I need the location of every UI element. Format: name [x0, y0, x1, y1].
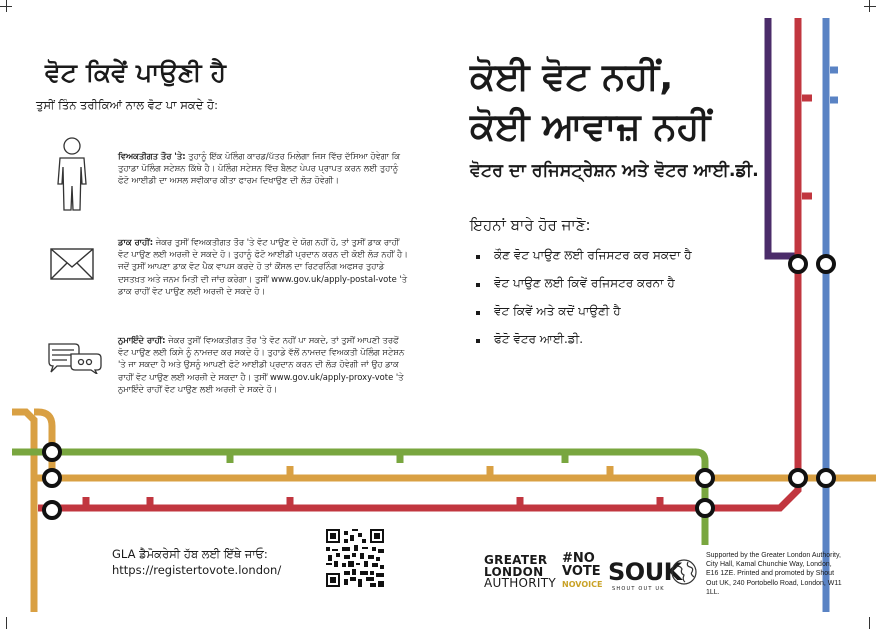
purple-line — [768, 18, 798, 256]
method-by-post — [118, 236, 408, 297]
novote-line: VOTE — [562, 564, 601, 579]
method-heading: ਵਿਅਕਤੀਗਤ ਤੌਰ 'ਤੇ: — [118, 151, 186, 161]
topic-label: ਕੌਣ ਵੋਟ ਪਾਉਣ ਲਈ ਰਜਿਸਟਰ ਕਰ ਸਕਦਾ ਹੈ — [494, 248, 692, 262]
supported-by-text: Supported by the Greater London Authority, City Hall, Kamal Chunchie Way, London, E16 1ZE. Printed and promoted by Shout Out UK, 240 Portobello Road, London, W11 1LL. — [706, 552, 842, 596]
crop-mark — [6, 617, 7, 629]
topic-item — [474, 332, 692, 360]
souk-logo: SOUK — [608, 558, 682, 586]
headline-line-2: ਕੋਈ ਆਵਾਜ਼ ਨਹੀਂ — [470, 105, 711, 148]
crop-mark — [0, 6, 12, 7]
method-by-proxy — [118, 334, 408, 395]
topic-item — [474, 276, 692, 304]
novote-line: #NO — [562, 551, 595, 566]
blue-line — [826, 18, 838, 612]
how-to-vote-title: ਵੋਟ ਕਿਵੇਂ ਪਾਉਣੀ ਹੈ — [45, 58, 227, 87]
topic-item — [474, 248, 692, 276]
learn-more-label: ਇਹਨਾਂ ਬਾਰੇ ਹੋਰ ਜਾਣੋ: — [470, 216, 591, 234]
democracy-hub-visit — [112, 546, 281, 578]
topics-list — [474, 248, 692, 360]
headline-line-1: ਕੋਈ ਵੋਟ ਨਹੀਂ, — [470, 55, 674, 98]
gla-logo — [484, 555, 556, 590]
no-vote-no-voice-logo — [562, 551, 603, 591]
topic-label: ਵੋਟ ਕਿਵੇਂ ਅਤੇ ਕਦੋਂ ਪਾਉਣੀ ਹੈ — [494, 304, 621, 318]
gla-logo-line: LONDON — [484, 564, 544, 579]
souk-tagline: SHOUT OUT UK — [612, 586, 665, 592]
how-to-vote-intro: ਤੁਸੀਂ ਤਿੰਨ ਤਰੀਕਿਆਂ ਨਾਲ ਵੋਟ ਪਾ ਸਕਦੇ ਹੋ: — [36, 98, 218, 112]
method-in-person — [118, 150, 408, 187]
bullet-icon — [476, 255, 480, 259]
envelope-icon — [50, 248, 94, 280]
topic-label: ਵੋਟ ਪਾਉਣ ਲਈ ਕਿਵੇਂ ਰਜਿਸਟਰ ਕਰਨਾ ਹੈ — [494, 276, 675, 290]
headline-title — [470, 52, 710, 152]
gla-logo-line: GREATER — [484, 553, 548, 567]
visit-url[interactable]: https://registertovote.london/ — [112, 563, 282, 577]
topic-label: ਫੋਟੋ ਵੋਟਰ ਆਈ.ਡੀ. — [494, 332, 584, 346]
person-icon — [52, 136, 92, 212]
gla-logo-line: AUTHORITY — [484, 576, 557, 590]
method-heading: ਨੁਮਾਇੰਦੇ ਰਾਹੀਂ: — [118, 335, 166, 345]
qr-code-icon[interactable] — [326, 529, 384, 587]
method-text: ਜੇਕਰ ਤੁਸੀਂ ਵਿਅਕਤੀਗਤ ਤੌਰ 'ਤੇ ਵੋਟ ਨਹੀਂ ਪਾ ਸਕਦੇ, ਤਾਂ ਤੁਸੀਂ ਆਪਣੀ ਤਰਫੋਂ ਵੋਟ ਪਾਉਣ ਲਈ ਕਿਸੇ ਨੂੰ ਨਾਮਜ਼ਦ ਕਰ ਸਕਦੇ ਹੋ। ਤੁਹਾਡੇ ਵੱਲੋਂ ਨਾਮਜ਼ਦ ਵਿਅਕਤੀ ਪੋਲਿੰਗ ਸਟੇਸ਼ਨ 'ਤੇ ਜਾ ਸਕਦਾ ਹੈ ਅਤੇ ਉਸਨੂੰ ਆਪਣੀ ਫੋਟੋ ਆਈਡੀ ਪ੍ਰਦਾਨ ਕਰਨ ਦੀ ਲੋੜ ਹੋਵੇਗੀ ਜਾਂ ਉਹ ਡਾਕ ਰਾਹੀਂ ਵੋਟ ਪਾਉਣ ਲਈ ਅਰਜ਼ੀ ਦੇ ਸਕਦਾ ਹੈ। ਤੁਸੀਂ www.gov.uk/apply-proxy-vote 'ਤੇ ਨੁਮਾਇੰਦੇ ਰਾਹੀਂ ਵੋਟ ਪਾਉਣ ਲਈ ਅਰਜ਼ੀ ਦੇ ਸਕਦੇ ਹੋ। — [118, 335, 405, 394]
method-text: ਤੁਹਾਨੂੰ ਇੱਕ ਪੋਲਿੰਗ ਕਾਰਡ/ਪੱਤਰ ਮਿਲੇਗਾ ਜਿਸ ਵਿੱਚ ਦੱਸਿਆ ਹੋਵੇਗਾ ਕਿ ਤੁਹਾਡਾ ਪੋਲਿੰਗ ਸਟੇਸ਼ਨ ਕਿੱਥੇ ਹੈ। ਪੋਲਿੰਗ ਸਟੇਸ਼ਨ ਵਿੱਚ ਬੈਲਟ ਪੇਪਰ ਪ੍ਰਾਪਤ ਕਰਨ ਲਈ ਤੁਹਾਨੂੰ ਫੋਟੋ ਆਈਡੀ ਦਾ ਅਸਲ ਸਵੀਕਾਰ ਕੀਤਾ ਫਾਰਮ ਦਿਖਾਉਣ ਦੀ ਲੋੜ ਹੋਵੇਗੀ। — [118, 151, 401, 186]
method-heading: ਡਾਕ ਰਾਹੀਂ: — [118, 237, 154, 247]
headline-subtitle: ਵੋਟਰ ਦਾ ਰਜਿਸਟ੍ਰੇਸ਼ਨ ਅਤੇ ਵੋਟਰ ਆਈ.ਡੀ. — [470, 161, 759, 181]
globe-icon — [670, 558, 698, 586]
crop-mark — [864, 6, 876, 7]
method-text: ਜੇਕਰ ਤੁਸੀਂ ਵਿਅਕਤੀਗਤ ਤੌਰ 'ਤੇ ਵੋਟ ਪਾਉਣ ਦੇ ਯੋਗ ਨਹੀਂ ਹੋ, ਤਾਂ ਤੁਸੀਂ ਡਾਕ ਰਾਹੀਂ ਵੋਟ ਪਾਉਣ ਲਈ ਅਰਜ਼ੀ ਦੇ ਸਕਦੇ ਹੋ। ਤੁਹਾਨੂੰ ਫੋਟੋ ਆਈਡੀ ਪ੍ਰਦਾਨ ਕਰਨ ਦੀ ਕੋਈ ਲੋੜ ਨਹੀਂ ਹੈ। ਜਦੋਂ ਤੁਸੀਂ ਆਪਣਾ ਡਾਕ ਵੋਟ ਪੈਕ ਵਾਪਸ ਕਰਦੇ ਹੋ ਤਾਂ ਕੌਂਸਲ ਦਾ ਰਿਟਰਨਿੰਗ ਅਫਸਰ ਤੁਹਾਡੇ ਦਸਤਖ਼ਤ ਅਤੇ ਜਨਮ ਮਿਤੀ ਦੀ ਜਾਂਚ ਕਰੇਗਾ। ਤੁਸੀਂ www.gov.uk/apply-postal-vote 'ਤੇ ਡਾਕ ਰਾਹੀਂ ਵੋਟ ਪਾਉਣ ਲਈ ਅਰਜ਼ੀ ਦੇ ਸਕਦੇ ਹੋ। — [118, 237, 408, 296]
novote-line: NOVOICE — [562, 580, 603, 589]
speech-bubbles-icon — [47, 340, 103, 374]
bullet-icon — [476, 339, 480, 343]
visit-label: GLA ਡੈਮੋਕਰੇਸੀ ਹੱਬ ਲਈ ਇੱਥੇ ਜਾਓ: — [112, 547, 268, 561]
bullet-icon — [476, 311, 480, 315]
topic-item — [474, 304, 692, 332]
bullet-icon — [476, 283, 480, 287]
crop-mark — [869, 617, 870, 629]
